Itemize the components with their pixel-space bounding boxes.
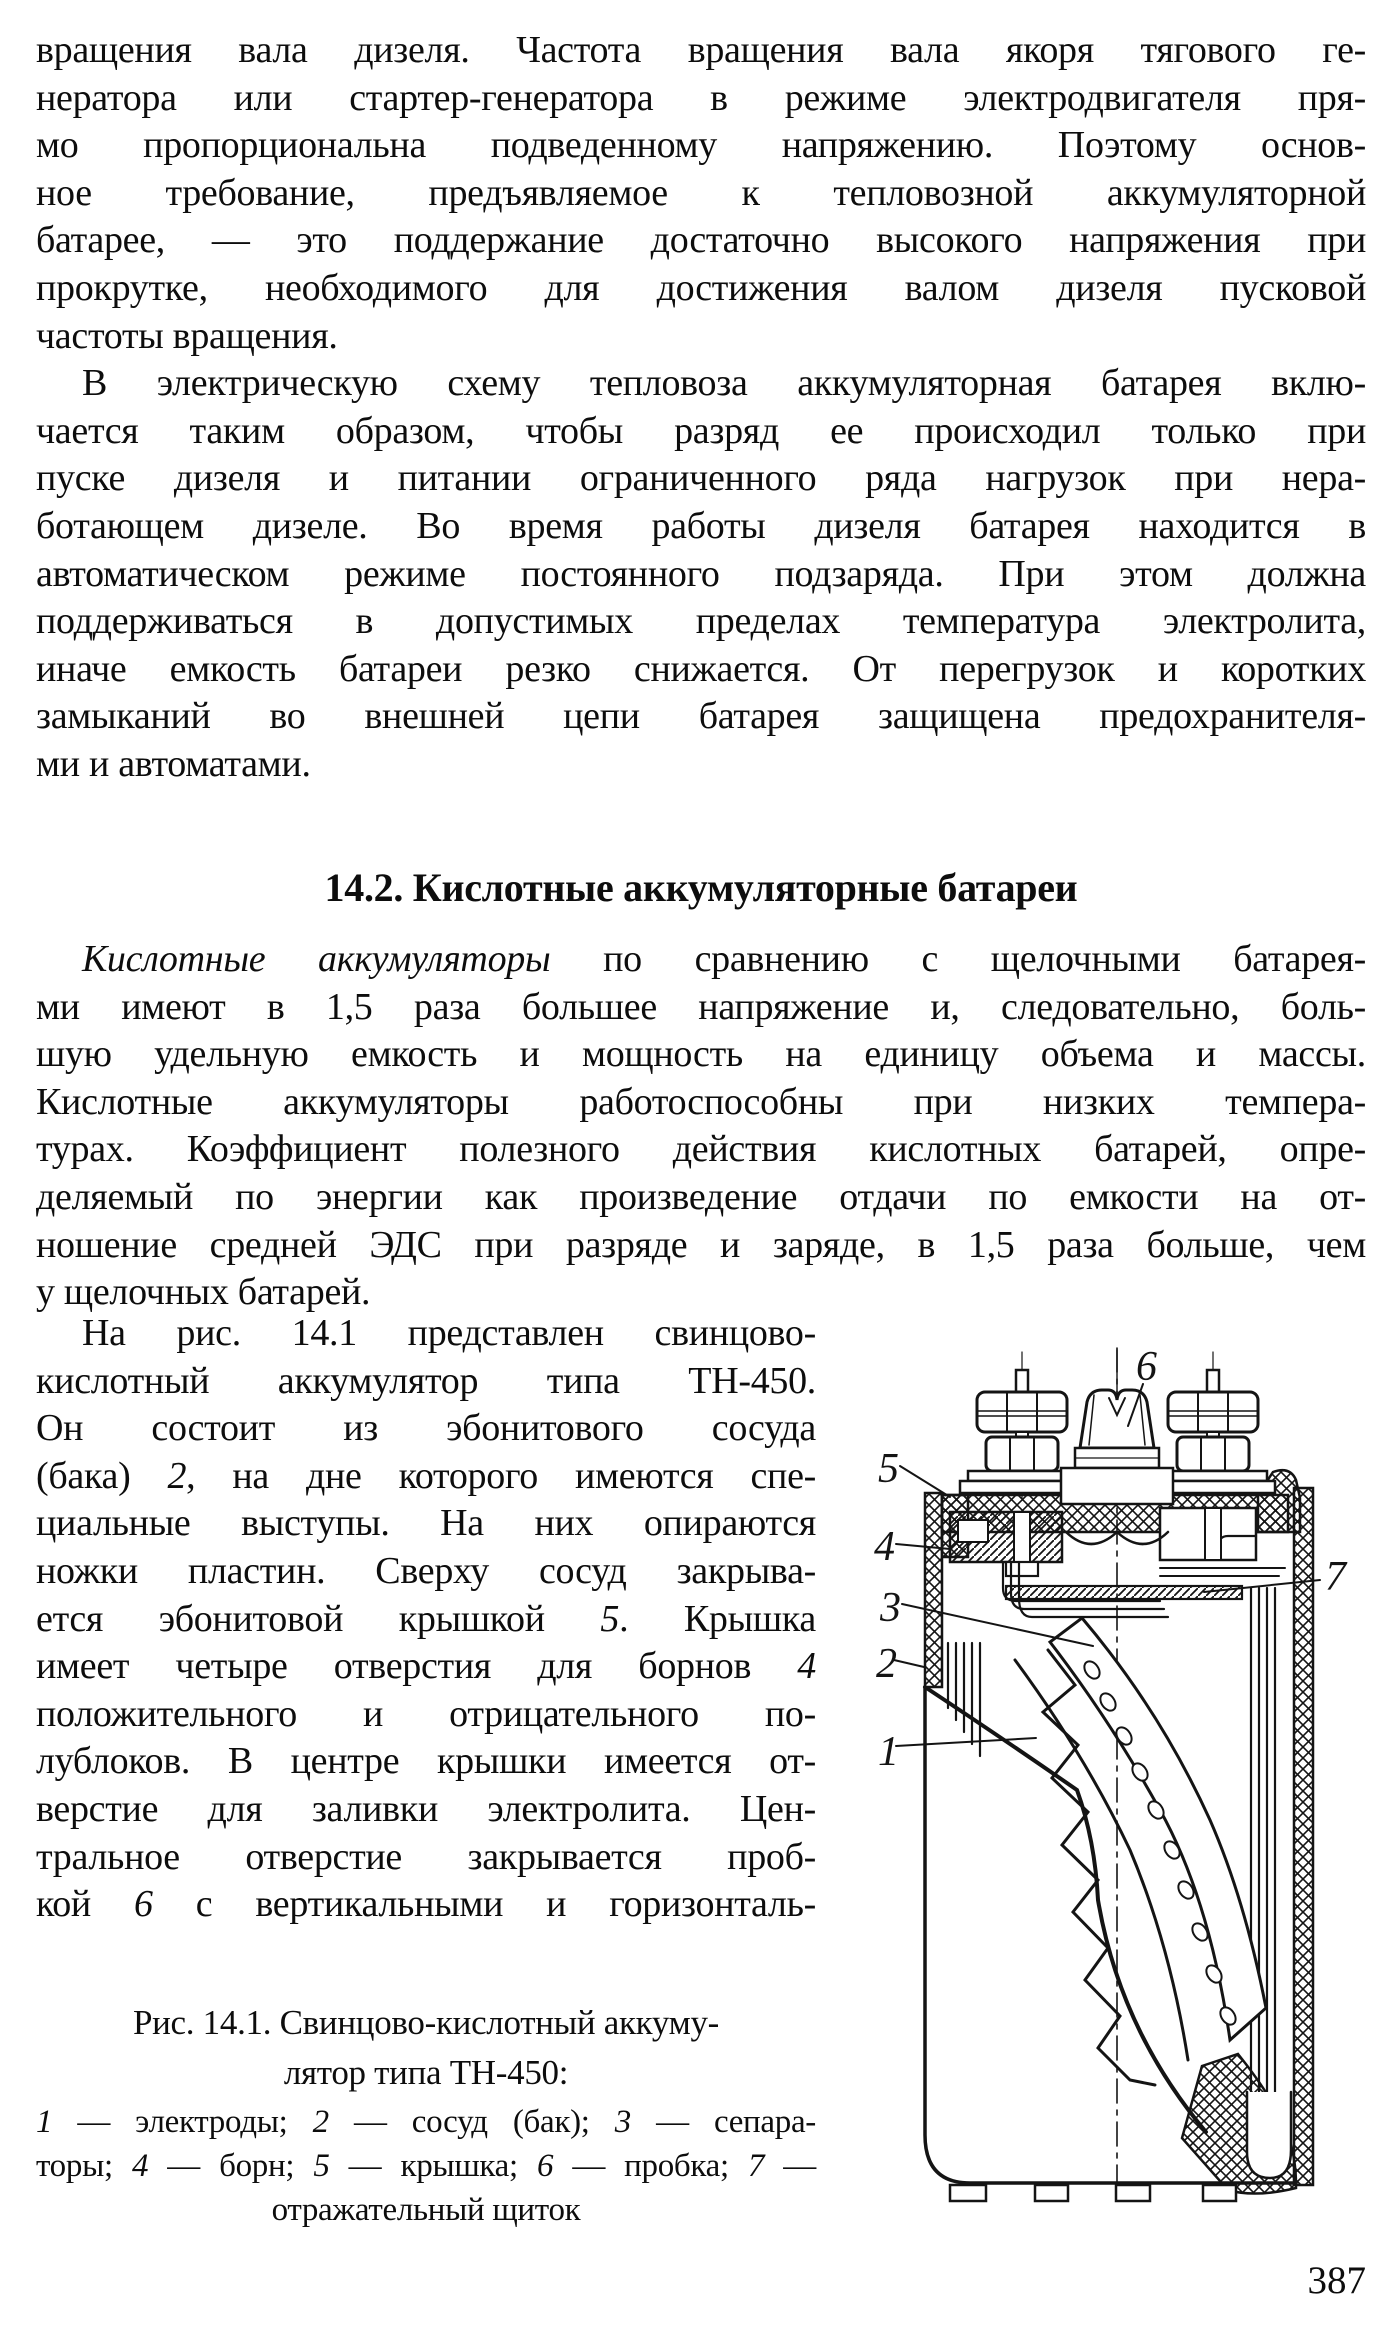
text-line: ное требование, предъявляемое к тепловозной аккумуляторной [36,171,1366,214]
italic-lead: Кислотные аккумуляторы [82,938,551,980]
section-heading: 14.2. Кислотные аккумуляторные батареи [324,865,1078,910]
text-line: В электрическую схему тепловоза аккумуляторная батарея вклю- [82,362,1366,405]
text-line: прокрутке, необходимого для достижения валом дизеля пусковой [36,266,1366,309]
text-line: (бака) 2, на дне которого имеются спе- [36,1454,816,1497]
text-line: поддерживаться в допустимых пределах температура электролита, [36,600,1366,643]
right-wall [1294,1488,1313,2185]
text-line: автоматическом режиме постоянного подзаряда. При этом должна [36,552,1366,595]
caption-line: Рис. 14.1. Свинцово-кислотный аккуму- [132,2003,720,2042]
reflective-shield [1050,1618,1266,2040]
figure-callout-3: 3 [880,1585,901,1631]
plate-curve [1015,1660,1188,2060]
text-line: ми имеют в 1,5 раза большее напряжение и, следовательно, боль- [36,985,1366,1028]
text-line: турах. Коэффициент полезного действия кислотных батарей, опре- [36,1128,1366,1171]
figure-callout-2: 2 [876,1641,897,1687]
text-line: Кислотные аккумуляторы по сравнению с щелочными батарея- [82,938,1366,980]
text-line: верстие для заливки электролита. Цен- [36,1787,816,1830]
text-line: лублоков. В центре крышки имеется от- [36,1740,816,1783]
text-line: мо пропорциональна подведенному напряжению. Поэтому основ- [36,124,1366,167]
legend-line: торы; 4 — борн; 5 — крышка; 6 — пробка; 7 — [36,2148,817,2184]
text-line: деляемый по энергии как произведение отдачи по емкости на от- [36,1175,1366,1218]
page-number: 387 [1307,2259,1366,2302]
text-line: ботающем дизеле. Во время работы дизеля батарея находится в [36,504,1366,547]
text-line: нератора или стартер-генератора в режиме электродвигателя пря- [36,76,1366,119]
text-line: ется эбонитовой крышкой 5. Крышка [36,1597,816,1640]
intro-paragraphs [36,27,1366,789]
figure-callout-1: 1 [878,1729,899,1775]
figure-callout-6: 6 [1136,1344,1157,1390]
text-line: кислотный аккумулятор типа ТН-450. [36,1359,816,1402]
left-plate-stack [948,1643,980,1756]
text-line: циальные выступы. На них опираются [36,1502,816,1545]
figure-caption [36,1998,816,2098]
text-line: батарее, — это поддержание достаточно высокого напряжения при [36,219,1366,262]
acid-paragraph [36,936,1366,1317]
legend-line: 1 — электроды; 2 — сосуд (бак); 3 — сепара- [36,2104,816,2140]
text-line: шую удельную емкость и мощность на единицу объема и массы. [36,1033,1366,1076]
text-line: кой 6 с вертикальными и горизонталь- [36,1883,816,1926]
text-line: частоты вращения. [36,314,338,357]
figure-callout-7: 7 [1325,1554,1346,1600]
figure-callout-4: 4 [874,1524,895,1570]
text-line: тральное отверстие закрывается проб- [36,1835,816,1878]
figure-legend [36,2100,816,2232]
text-line: замыканий во внешней цепи батарея защищена предохранителя- [36,695,1366,738]
text-line: чается таким образом, чтобы разряд ее происходил только при [36,409,1366,452]
text-line: пуске дизеля и питании ограниченного ряда нагрузок при нера- [36,457,1366,500]
text-line: ношение средней ЭДС при разряде и заряде, в 1,5 раза больше, чем [36,1223,1366,1266]
text-line: имеет четыре отверстия для борнов 4 [36,1645,816,1688]
text-line: На рис. 14.1 представлен свинцово- [82,1312,816,1354]
text-line: Он состоит из эбонитового сосуда [36,1407,816,1450]
text-line: положительного и отрицательного по- [36,1692,816,1735]
text-line: вращения вала дизеля. Частота вращения вала якоря тягового ге- [36,29,1366,71]
text-line: ми и автоматами. [36,742,311,785]
text-line: иначе емкость батареи резко снижается. От перегрузок и коротких [36,647,1366,690]
text-line: Кислотные аккумуляторы работоспособны при низких темпера- [36,1080,1366,1123]
figure-callout-5: 5 [878,1446,899,1492]
left-column [36,1310,816,1929]
vessel-feet [950,2185,1236,2201]
bottom-corner-section [1182,2054,1296,2194]
legend-line: отражательный щиток [271,2192,581,2228]
battery-cross-section-figure [830,1340,1399,2240]
terminal-post-left [950,1512,1062,1576]
text-line: у щелочных батарей. [36,1271,371,1314]
caption-line: лятор типа ТН-450: [283,2053,569,2092]
text-line: ножки пластин. Сверху сосуд закрыва- [36,1549,816,1592]
